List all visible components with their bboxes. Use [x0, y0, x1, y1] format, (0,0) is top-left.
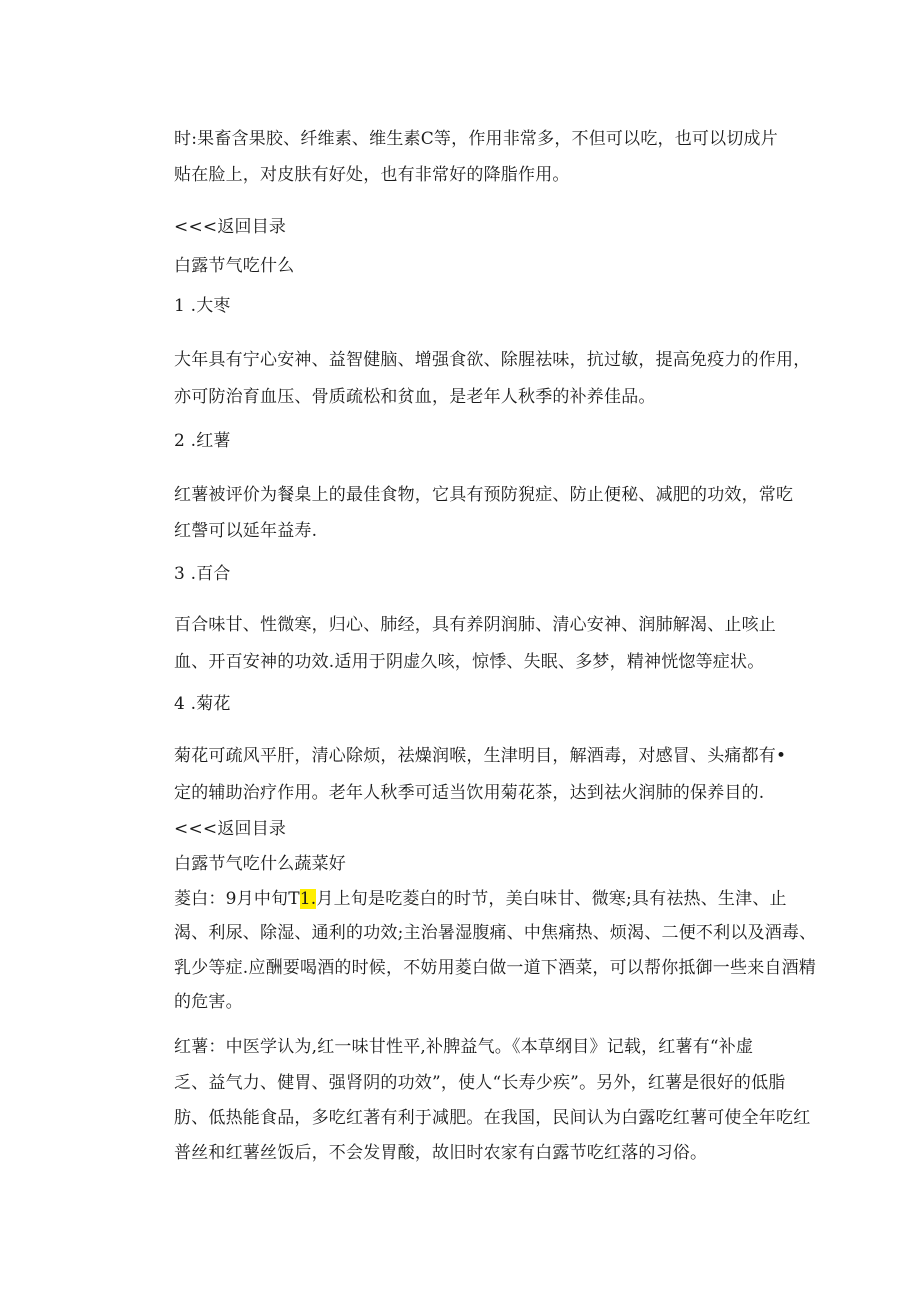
- paragraph-line: 贴在脸上，对皮肤有好处，也有非常好的降脂作用。: [174, 165, 570, 185]
- paragraph-line: 普丝和红薯丝饭后，不会发胃酸，故旧时农家有白露节吃红落的习俗。: [174, 1143, 708, 1163]
- back-to-toc-link[interactable]: <<<返回目录: [174, 217, 287, 237]
- paragraph-line: 肪、低热能食品，多吃红著有利于减肥。在我国，民间认为白露吃红薯可使全年吃红: [174, 1108, 811, 1128]
- item-title: 2 .红薯: [174, 431, 231, 451]
- paragraph-line: 的危害。: [174, 992, 243, 1012]
- item-title: 1 .大枣: [174, 296, 231, 316]
- paragraph-line: 乳少等症.应酬要喝酒的时候，不妨用菱白做一道下酒菜，可以帮你抵御一些来自酒精: [174, 958, 817, 978]
- item-title: 4 .菊花: [174, 694, 231, 714]
- section-heading: 白露节气吃什么蔬菜好: [174, 854, 346, 874]
- paragraph-line: 渴、利尿、除湿、通利的功效;主治暑湿腹痛、中焦痛热、烦渴、二便不利以及酒毒、: [174, 923, 817, 943]
- paragraph-line: [174, 888, 787, 910]
- paragraph-line: 定的辅助治疗作用。老年人秋季可适当饮用菊花茶，达到祛火润肺的保养目的.: [174, 783, 765, 803]
- back-to-toc-link[interactable]: <<<返回目录: [174, 819, 287, 839]
- paragraph-line: 时:果畜含果胶、纤维素、维生素C等，作用非常多，不但可以吃，也可以切成片: [174, 129, 778, 149]
- paragraph-line: 亦可防治育血压、骨质疏松和贫血，是老年人秋季的补养佳品。: [174, 387, 656, 407]
- paragraph-text: 月上旬是吃菱白的时节，美白味甘、微寒;具有祛热、生津、止: [316, 889, 787, 909]
- item-title: 3 .百合: [174, 564, 231, 584]
- paragraph-line: 乏、益气力、健胃、强肾阴的功效”，使人“长寿少疾”。另外，红薯是很好的低脂: [174, 1073, 786, 1093]
- paragraph-line: 大年具有宁心安神、益智健脑、增强食欲、除腥祛味，抗过敏，提高免疫力的作用，: [174, 350, 811, 370]
- section-heading: 白露节气吃什么: [174, 256, 295, 276]
- paragraph-line: 血、开百安神的功效.适用于阴虚久咳，惊悸、失眠、多梦，精神恍惚等症状。: [174, 652, 765, 672]
- paragraph-text: 菱白：9月中旬T: [174, 889, 300, 909]
- highlighted-text: 1.: [299, 889, 317, 909]
- paragraph-line: 红謦可以延年益寿.: [174, 521, 318, 541]
- paragraph-line: 菊花可疏风平肝，清心除烦，祛燥润喉，生津明目，解酒毒，对感冒、头痛都有•: [174, 746, 787, 766]
- paragraph-line: 百合味甘、性微寒，归心、肺经，具有养阴润肺、清心安神、润肺解渴、止咳止: [174, 615, 776, 635]
- paragraph-line: 红薯：中医学认为,红一味甘性平,补脾益气。《本草纲目》记载，红薯有“补虚: [174, 1037, 754, 1057]
- paragraph-line: 红薯被评价为餐臬上的最佳食物，它具有预防猊症、防止便秘、减肥的功效，常吃: [174, 485, 794, 505]
